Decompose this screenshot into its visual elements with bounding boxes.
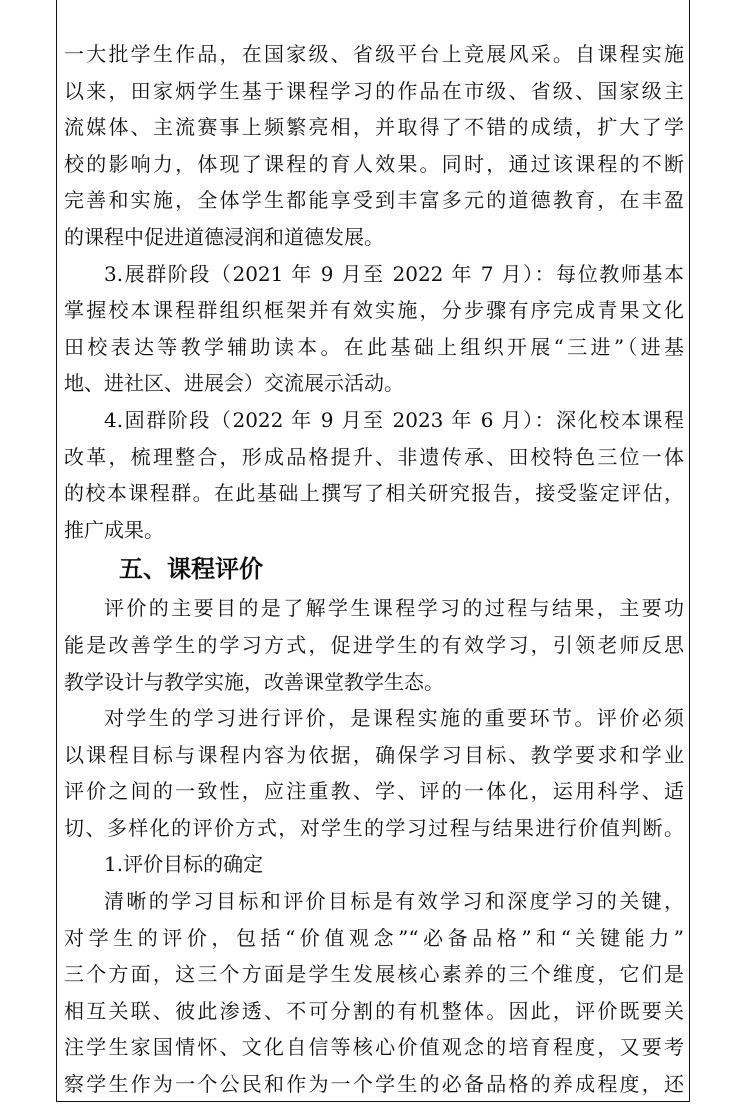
text-line: 对学生的学习进行评价，是课程实施的重要环节。评价必须 — [104, 706, 684, 731]
text-line: 一大批学生作品，在国家级、省级平台上竞展风采。自课程实施 — [64, 42, 684, 66]
subheading-evaluation-goals — [64, 846, 684, 883]
text-line: 评价之间的一致性，应注重教、学、评的一体化，运用科学、适 — [64, 779, 684, 804]
text-line: 能是改善学生的学习方式，促进学生的有效学习，引领老师反思 — [64, 632, 684, 657]
text-line: 掌握校本课程群组织框架并有效实施，分步骤有序完成青果文化 — [64, 298, 684, 323]
text-line: 田校表达等教学辅助读本。在此基础上组织开展“三进”（进基 — [64, 334, 684, 359]
text-line: 的课程中促进道德浸润和道德发展。 — [64, 224, 384, 249]
text-line: 三个方面，这三个方面是学生发展核心素养的三个维度，它们是 — [64, 962, 684, 987]
text-line: 教学设计与教学实施，改善课堂教学生态。 — [64, 669, 444, 694]
text-line: 校的影响力，体现了课程的育人效果。同时，通过该课程的不断 — [64, 151, 684, 176]
text-line: 的校本课程群。在此基础上撰写了相关研究报告，接受鉴定评估， — [64, 481, 684, 506]
text-line: 清晰的学习目标和评价目标是有效学习和深度学习的关键， — [104, 889, 684, 914]
text-line: 对学生的评价，包括“价值观念”“必备品格”和“关键能力” — [64, 925, 684, 950]
text-line: 推广成果。 — [64, 517, 164, 542]
text-line: 相互关联、彼此渗透、不可分割的有机整体。因此，评价既要关 — [64, 998, 684, 1023]
text-line: 3.展群阶段（2021 年 9 月至 2022 年 7 月）：每位教师基本 — [104, 261, 684, 286]
text-line: 以课程目标与课程内容为依据，确保学习目标、教学要求和学业 — [64, 742, 684, 767]
text-line: 以来，田家炳学生基于课程学习的作品在市级、省级、国家级主 — [64, 78, 684, 103]
text-line: 流媒体、主流赛事上频繁亮相，并取得了不错的成绩，扩大了学 — [64, 115, 684, 140]
text-line: 完善和实施，全体学生都能享受到丰富多元的道德教育，在丰盈 — [64, 188, 684, 213]
paragraph-evaluation-goals — [64, 883, 684, 1103]
paragraph-evaluation-importance — [64, 700, 684, 846]
paragraph-expansion-stage — [64, 256, 684, 402]
text-line: 察学生作为一个公民和作为一个学生的必备品格的养成程度，还 — [64, 1072, 684, 1097]
text-line: 评价的主要目的是了解学生课程学习的过程与结果，主要功 — [104, 596, 684, 621]
paragraph-evaluation-purpose — [64, 590, 684, 700]
paragraph-continuation — [64, 36, 684, 256]
document-body — [64, 36, 684, 1103]
text-line: 注学生家国情怀、文化自信等核心价值观念的培育程度，又要考 — [64, 1035, 684, 1060]
text-line: 4.固群阶段（2022 年 9 月至 2023 年 6 月）：深化校本课程 — [104, 407, 684, 432]
text-line: 1.评价目标的确定 — [104, 852, 264, 877]
text-line: 改革，梳理整合，形成品格提升、非遗传承、田校特色三位一体 — [64, 444, 684, 469]
text-line: 切、多样化的评价方式，对学生的学习过程与结果进行价值判断。 — [64, 815, 684, 840]
paragraph-consolidation-stage — [64, 402, 684, 548]
section-heading: 五、课程评价 — [119, 555, 263, 584]
text-line: 地、进社区、进展会）交流展示活动。 — [64, 371, 404, 396]
